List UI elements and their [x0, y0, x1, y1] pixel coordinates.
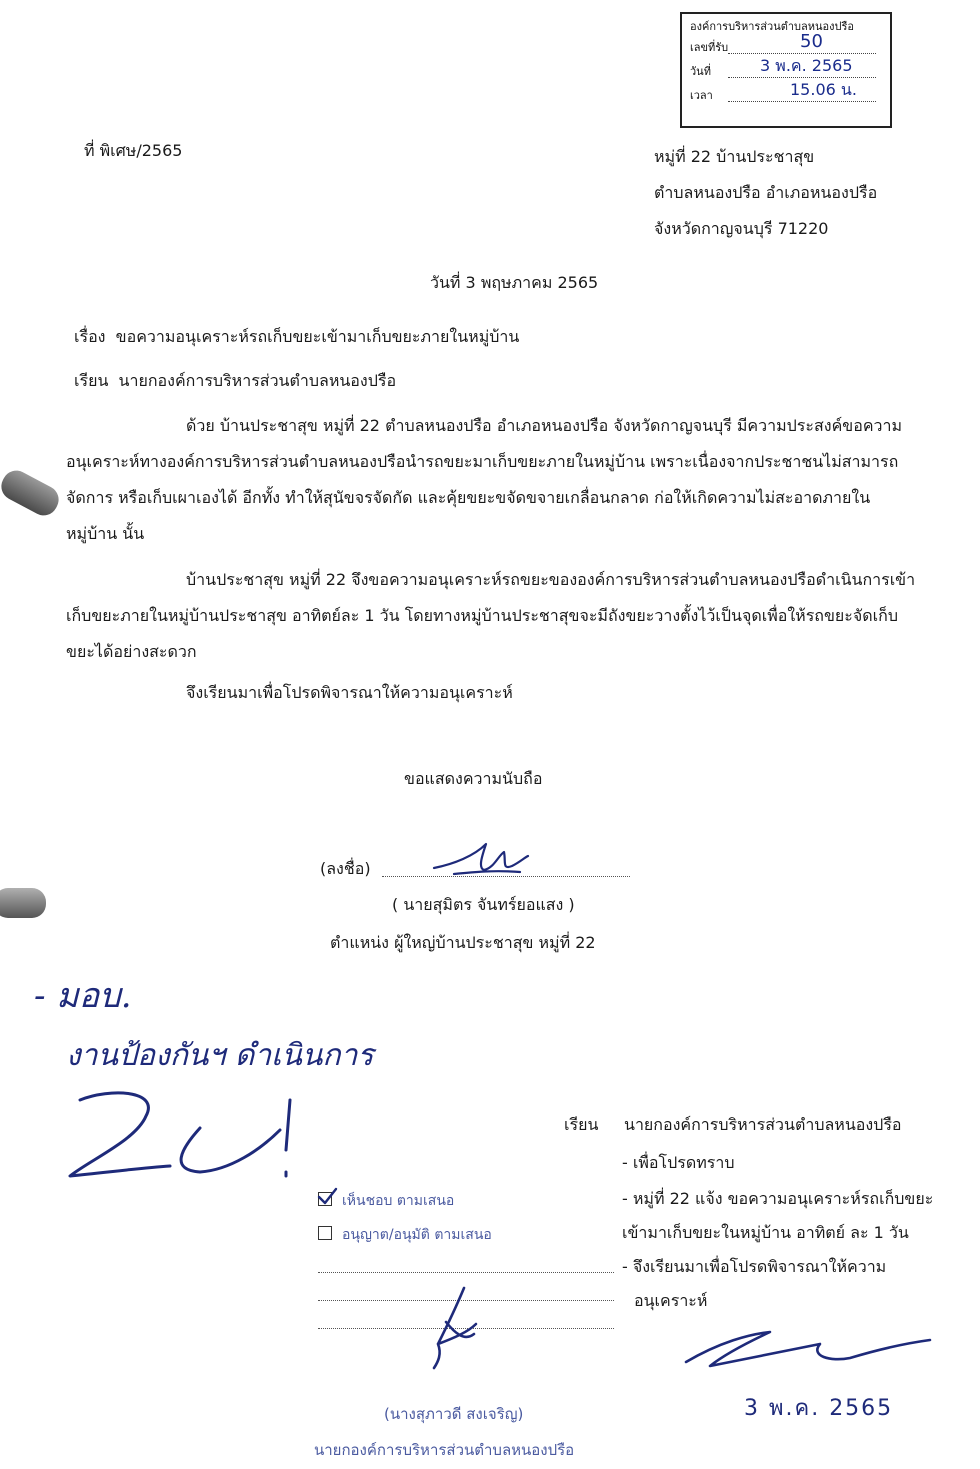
village-head-signature — [424, 834, 534, 884]
stamp-time-row — [690, 80, 882, 108]
sign-label: (ลงชื่อ) — [320, 859, 371, 878]
approve-option-label: เห็นชอบ ตามเสนอ — [342, 1193, 455, 1209]
approval-dotted-line-1 — [318, 1272, 614, 1273]
memo-date-stamp: 3 พ.ค. 2565 — [744, 1396, 894, 1421]
reference-number: ที่ พิเศษ/2565 — [84, 141, 183, 160]
closing: ขอแสดงความนับถือ — [404, 769, 543, 788]
recipient-text: นายกองค์การบริหารส่วนตำบลหนองปรือ — [118, 371, 397, 390]
address-line-2: ตำบลหนองปรือ อำเภอหนองปรือ — [654, 183, 878, 202]
body-paragraph-3: จึงเรียนมาเพื่อโปรดพิจารณาให้ความอนุเคราะห์ — [186, 683, 513, 702]
stamp-number-label: เลขที่รับ — [690, 41, 729, 54]
subject-text: ขอความอนุเคราะห์รถเก็บขยะเข้ามาเก็บขยะภายในหมู่บ้าน — [115, 327, 520, 346]
permit-option-label: อนุญาต/อนุมัติ ตามเสนอ — [342, 1227, 492, 1243]
stamp-date-label: วันที่ — [690, 65, 711, 78]
receipt-stamp — [680, 12, 892, 128]
approver-name: (นางสุภาวดี สงเจริญ) — [384, 1405, 524, 1423]
address-line-3: จังหวัดกาญจนบุรี 71220 — [654, 219, 829, 238]
stamp-time-value: 15.06 น. — [790, 80, 857, 99]
memo-item-2: - หมู่ที่ 22 แจ้ง ขอความอนุเคราะห์รถเก็บขยะ — [622, 1189, 934, 1208]
memo-to: นายกองค์การบริหารส่วนตำบลหนองปรือ — [624, 1115, 902, 1134]
approve-check-icon — [316, 1186, 338, 1208]
memo-item-3: เข้ามาเก็บขยะในหมู่บ้าน อาทิตย์ ละ 1 วัน — [622, 1223, 909, 1242]
body-paragraph-2: บ้านประชาสุข หมู่ที่ 22 จึงขอความอนุเคราะห์รถขยะขององค์การบริหารส่วนตำบลหนองปรือดำเนินการเข้าเก็บขยะภายในหมู่บ้านประชาสุข อาทิตย์ละ 1 วัน โดยทางหมู่บ้านประชาสุขจะมีถังขยะวางตั้งไว้เป็นจุดเพื่อให้รถขยะจัดเก็บขยะได้อย่างสะดวก — [66, 570, 916, 661]
binder-clip-bottom — [0, 888, 46, 918]
stamp-org: องค์การบริหารส่วนตำบลหนองปรือ — [690, 20, 855, 33]
memo-item-1: - เพื่อโปรดทราบ — [622, 1153, 735, 1172]
binder-clip-top — [0, 466, 64, 521]
memo-signature — [680, 1322, 940, 1382]
stamp-number-value: 50 — [800, 31, 823, 52]
subject-label: เรื่อง — [74, 327, 106, 346]
memo-item-5: อนุเคราะห์ — [634, 1291, 708, 1310]
signer-name: ( นายสุมิตร จันทร์ยอแสง ) — [392, 895, 575, 914]
memo-to-label: เรียน — [564, 1115, 599, 1134]
approver-signature — [424, 1282, 494, 1372]
body-paragraph-1: ด้วย บ้านประชาสุข หมู่ที่ 22 ตำบลหนองปรือ อำเภอหนองปรือ จังหวัดกาญจนบุรี มีความประสงค์ขอความอนุเคราะห์ทางองค์การบริหารส่วนตำบลหนองปรือนำรถขยะมาเก็บขยะภายในหมู่บ้าน เพราะเนื่องจากประชาชนไม่สามารถจัดการ หรือเก็บเผาเองได้ อีกทั้ง ทำให้สุนัขจรจัดกัด และคุ้ยขยะขจัดขจายเกลื่อนกลาด ก่อให้เกิดความไม่สะอาดภายในหมู่บ้าน นั้น — [66, 416, 903, 543]
stamp-time-label: เวลา — [690, 89, 713, 102]
memo-item-4: - จึงเรียนมาเพื่อโปรดพิจารณาให้ความ — [622, 1257, 887, 1276]
recipient-line — [74, 370, 396, 392]
approver-position: นายกองค์การบริหารส่วนตำบลหนองปรือ — [314, 1441, 575, 1459]
signer-position: ตำแหน่ง ผู้ใหญ่บ้านประชาสุข หมู่ที่ 22 — [330, 933, 596, 952]
letter-date: วันที่ 3 พฤษภาคม 2565 — [430, 273, 599, 292]
handwritten-note-line-1: - มอบ. — [34, 976, 132, 1016]
stamp-date-value: 3 พ.ค. 2565 — [760, 56, 853, 75]
handwritten-note-signature — [50, 1080, 310, 1190]
permit-checkbox[interactable] — [318, 1226, 332, 1240]
recipient-label: เรียน — [74, 371, 109, 390]
subject-line — [74, 326, 519, 348]
handwritten-note-line-2: งานป้องกันฯ ดำเนินการ — [66, 1038, 374, 1073]
address-line-1: หมู่ที่ 22 บ้านประชาสุข — [654, 147, 815, 166]
